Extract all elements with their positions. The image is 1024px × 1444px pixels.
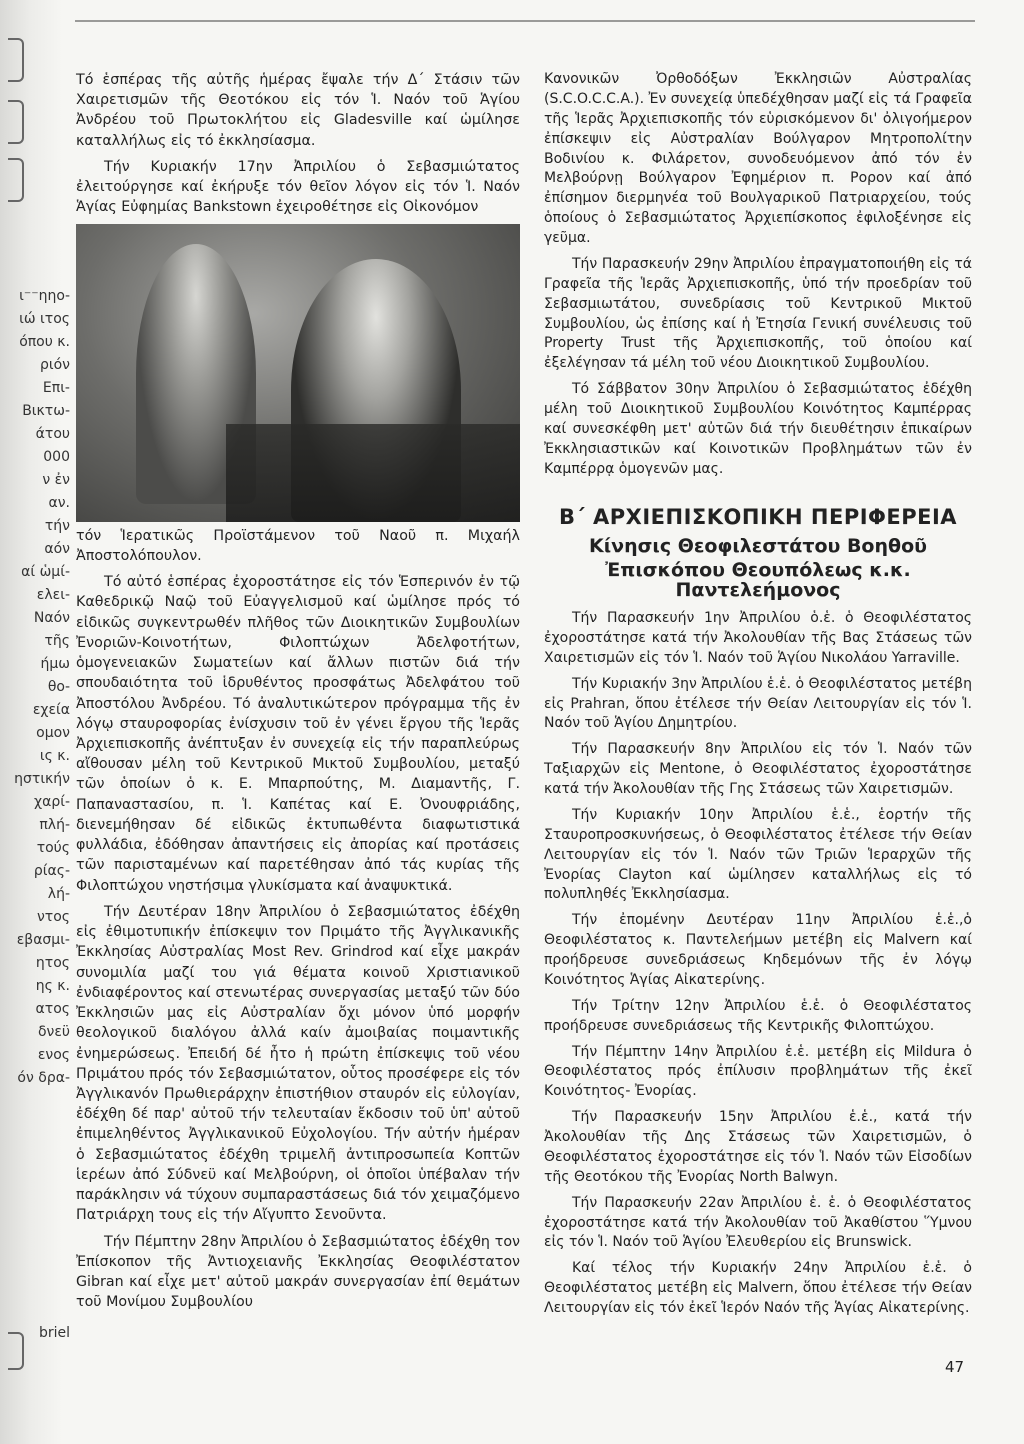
section-subtitle: Ἐπισκόπου Θεουπόλεως κ.κ. Παντελεήμονος bbox=[605, 559, 911, 602]
scan-edge-line bbox=[75, 20, 975, 22]
margin-bleed-line: ήμω bbox=[40, 656, 70, 672]
binder-ring bbox=[8, 158, 24, 202]
photo-clergy bbox=[76, 224, 520, 522]
margin-bleed-line: Επι- bbox=[42, 380, 70, 396]
section-title: Β΄ ΑΡΧΙΕΠΙΣΚΟΠΙΚΗ ΠΕΡΙΦΕΡΕΙΑ bbox=[558, 504, 958, 529]
paragraph: Τήν Δευτέραν 18ην Ἀπριλίου ὁ Σεβασμιώτατος ἐδέχθη εἰς ἐθιμοτυπικήν ἐπίσκεψιν τον Πριμάτο τῆς Ἀγγλικανικῆς Ἐκκλησίας Αὐστραλίας Most Rev. Grindrod καί εἶχε μακράν συνομιλία μαζί του γιά θέματα κοινοῦ Χριστιανικοῦ ἐνδιαφέροντος καί στενωτέρας συνεργασίας μεταξύ τῶν δύο Ἐκκλησιῶν μας εἰς Αὐστραλίαν ὄχι μόνον ὑπό μορφήν θεολογικοῦ διαλόγου ἀλλά καίν ἀμοιβαίας ποιμαντικῆς ἐνημερώσεως. Ἐπειδή δέ ἦτο ἡ πρώτη ἐπίσκεψις τοῦ νέου Πριμάτου πρός τόν Σεβασμιώτατον, οὗτος προσέφερε εἰς τόν Ἀγγλικανόν Πρωθιεράρχην ἐπιστήθιον σταυρόν εἰς εὐλογίαν, ἐδέχθη δέ παρ' αὐτοῦ τήν τελευταίαν ἔκδοσιν τοῦ ὑπ' αὐτοῦ ἐπιμεληθέντος Ἀγγλικανικοῦ Εὐχολογίου. Τήν αὐτήν ἡμέραν ὁ Σεβασμιώτατος ἐδέχθη τριμελῆ ἀντιπροσωπεία Κοπτῶν ἱερέων ἀπό Σύδνεϋ καί Μελβούρνη, οἱ ὁποῖοι ὑπέβαλαν τήν παράκλησιν νά τύχουν συμπαραστάσεως διά τόν χειμαζόμενο Πατριάρχη τους εἰς τήν Αἴγυπτο Σενοῦντα. bbox=[76, 903, 520, 1224]
margin-bleed-line: Ναόν bbox=[33, 610, 70, 626]
paragraph: Τήν Κυριακήν 17ην Ἀπριλίου ὁ Σεβασμιώτατος ἐλειτούργησε καί ἐκήρυξε τόν θεῖον λόγον εἰς τόν Ἱ. Ναόν Ἁγίας Εὐφημίας Bankstown ἐχειροθέτησε εἰς Οἰκονόμον bbox=[76, 158, 520, 216]
paragraph: Τό Σάββατον 30ην Ἀπριλίου ὁ Σεβασμιώτατος ἐδέχθη μέλη τοῦ Διοικητικοῦ Συμβουλίου Κοινότητος Καμπέρρας καί συνεσκέφθη μετ' αὐτῶν διά τήν διευθέτησιν ἐπικαίρων Ἐκκλησιαστικῶν καί Κοινοτικῶν Προβλημάτων τῶν ἐν Καμπέρρᾳ ὁμογενῶν μας. bbox=[544, 381, 972, 477]
margin-bleed-line: λή- bbox=[47, 886, 70, 902]
margin-bleed-line: ις κ. bbox=[39, 748, 70, 764]
paragraph: Τήν Κυριακήν 3ην Ἀπριλίου ἑ.ἑ. ὁ Θεοφιλέστατος μετέβη εἰς Prahran, ὅπου ἐτέλεσε τήν Θείαν Λειτουργίαν εἰς τόν Ἱ. Ναόν τοῦ Ἁγίου Δημητρίου. bbox=[544, 675, 972, 732]
margin-bleed-line: πλή- bbox=[39, 817, 70, 833]
margin-bleed-line: τήν bbox=[44, 518, 70, 534]
margin-bleed-line: ντος bbox=[36, 909, 70, 925]
margin-bleed-line: όν δρα- bbox=[17, 1070, 70, 1086]
photo-robe bbox=[226, 424, 520, 522]
paragraph: Τήν Παρασκευήν 1ην Ἀπριλίου ὁ.ἑ. ὁ Θεοφιλέστατος ἐχοροστάτησε κατά τήν Ἀκολουθίαν τῆς Βας Στάσεως τῶν Χαιρετισμῶν εἰς τόν Ἱ. Ναόν τοῦ Ἁγίου Νικολάου Yarraville. bbox=[544, 610, 972, 666]
margin-bleed-line: ατος bbox=[35, 1001, 70, 1017]
margin-bleed-line: χαρί- bbox=[34, 794, 70, 810]
margin-bleed-line: ελει- bbox=[36, 587, 70, 603]
margin-bleed-line: ι⁻⁻ηηο- bbox=[19, 288, 70, 304]
paragraph: Τήν Κυριακήν 10ην Ἀπριλίου ἑ.ἑ., ἑορτήν τῆς Σταυροπροσκυνήσεως, ὁ Θεοφιλέστατος ἐτέλεσε τήν Θείαν Λειτουργίαν εἰς τόν Ἱ. Ναόν τῶν Τριῶν Ἱεραρχῶν τῆς Ἐνορίας Clayton καί ὡμίλησεν καταλλήλως εἰς τό πολυπληθές Ἐκκλησίασμα. bbox=[544, 806, 972, 903]
margin-bleed-line: εχεία bbox=[32, 702, 70, 718]
margin-bleed-line: ριόν bbox=[39, 357, 70, 373]
margin-bleed-line: ηστικήν bbox=[14, 771, 70, 787]
margin-bleed-line: αόν bbox=[44, 541, 70, 557]
left-column bbox=[76, 70, 520, 1319]
paragraph: Τήν Πέμπτην 14ην Ἀπριλίου ἑ.ἑ. μετέβη εἰς Mildura ὁ Θεοφιλέστατος πρός ἐπίλυσιν προβλημάτων τῆς ἐκεῖ Κοινότητος- Ἐνορίας. bbox=[544, 1043, 972, 1100]
paragraph: Τήν Παρασκευήν 8ην Ἀπριλίου εἰς τόν Ἱ. Ναόν τῶν Ταξιαρχῶν εἰς Mentone, ὁ Θεοφιλέστατος ἐχοροστάτησε κατά τήν Ἀκολουθίαν τῆς Γης Στάσεως τῶν Χαιρετισμῶν. bbox=[544, 741, 972, 797]
margin-bleed-line: άτου bbox=[35, 426, 70, 442]
paragraph: Καί τέλος τήν Κυριακήν 24ην Ἀπριλίου ἑ.ἑ. ὁ Θεοφιλέστατος μετέβη εἰς Malvern, ὅπου ἐτέλεσε τήν Θείαν Λειτουργίαν εἰς τόν ἐκεῖ Ἱερόν Ναόν τῆς Ἁγίας Αἰκατερίνης. bbox=[544, 1260, 972, 1316]
margin-bleed-line: ιώ ιτος bbox=[19, 311, 70, 327]
right-column bbox=[544, 70, 972, 1325]
margin-bleed-text bbox=[0, 285, 70, 1090]
margin-bleed-line: ομον bbox=[36, 725, 70, 741]
margin-bleed-line: 000 bbox=[43, 449, 70, 465]
margin-bleed-line: Βικτω- bbox=[22, 403, 70, 419]
margin-bleed-line: δνεϋ bbox=[37, 1024, 70, 1040]
paragraph: Τήν Πέμπτην 28ην Ἀπριλίου ὁ Σεβασμιώτατος ἐδέχθη τον Ἐπίσκοπον τῆς Ἀντιοχειανῆς Ἐκκλησίας Θεοφιλέστατον Gibran καί εἶχε μετ' αὐτοῦ μακράν συνεργασίαν ἐπί θεμάτων τοῦ Μονίμου Συμβουλίου bbox=[76, 1233, 520, 1311]
margin-bleed-line: ης κ. bbox=[35, 978, 70, 994]
paragraph: Τήν ἐπομένην Δευτέραν 11ην Ἀπριλίου ἑ.ἑ.,ὁ Θεοφιλέστατος κ. Παντελεήμων μετέβη εἰς Malvern καί προήδρευσε συνεδριάσεως Κηδεμόνων τῆς ἐν λόγῳ Κοινότητος Ἁγίας Αἰκατερίνης. bbox=[544, 912, 972, 988]
paragraph: Τήν Τρίτην 12ην Ἀπριλίου ἑ.ἑ. ὁ Θεοφιλέστατος προήδρευσε συνεδριάσεως τῆς Κεντρικῆς Φιλοπτώχου. bbox=[544, 997, 972, 1034]
margin-bleed-line: ητος bbox=[35, 955, 70, 971]
paragraph: Κανονικῶν Ὀρθοδόξων Ἐκκλησιῶν Αὐστραλίας (S.C.O.C.C.A.). Ἐν συνεχείᾳ ὑπεδέχθησαν μαζί εἰς τά Γραφεῖα τῆς Ἱερᾶς Ἀρχιεπισκοπῆς τόν εὑρισκόμενον δι' ὀλιγοήμερον ἐπίσκεψιν εἰς Αὐστραλίαν Βούλγαρον Μητροπολίτην Βοδινίου κ. Φιλάρετον, συνοδευόμενον ἀπό τόν ἐν Μελβούρνῃ Βούλγαρον Ἐφημέριον π. Ρορον καί ἀπό ἐπίσημον διερμηνέα τοῦ Βουλγαρικοῦ Πατριαρχείου, τούς ὁποίους ὁ Σεβασμιώτατος Ἀρχιεπίσκοπος ἐφιλοξένησε εἰς γεῦμα. bbox=[544, 71, 973, 246]
paragraph: Τήν Παρασκευήν 15ην Ἀπριλίου ἑ.ἑ., κατά τήν Ἀκολουθίαν τῆς Δης Στάσεως τῶν Χαιρετισμῶν, ὁ Θεοφιλέστατος ἐχοροστάτησε εἰς τόν Ἱ. Ναόν τῶν Εἰσοδίων τῆς Θεοτόκου τῆς Ἐνορίας North Balwyn. bbox=[544, 1109, 972, 1185]
margin-bleed-bottom: briel bbox=[38, 1325, 70, 1341]
paragraph: τόν Ἱερατικῶς Προϊστάμενον τοῦ Ναοῦ π. Μιχαήλ Ἀποστολόπουλον. bbox=[76, 527, 520, 564]
section-subtitle: Κίνησις Θεοφιλεστάτου Βοηθοῦ bbox=[589, 535, 927, 558]
margin-bleed-line: αν. bbox=[48, 495, 70, 511]
margin-bleed-line: αί ὡμί- bbox=[21, 564, 70, 580]
margin-bleed-line: ρίας- bbox=[33, 863, 70, 879]
margin-bleed-line: ν ἐν bbox=[42, 472, 70, 488]
margin-bleed-line: ενος bbox=[37, 1047, 70, 1063]
binder-ring bbox=[8, 100, 24, 144]
margin-bleed-line: θο- bbox=[47, 679, 70, 695]
binder-ring bbox=[8, 38, 24, 82]
paragraph: Τήν Παρασκευήν 22αν Ἀπριλίου ἑ. ἑ. ὁ Θεοφιλέστατος ἐχοροστάτησε κατά τήν Ἀκολουθίαν τοῦ Ἀκαθίστου Ὕμνου εἰς τόν Ἱ. Ναόν τοῦ Ἁγίου Ἐλευθερίου εἰς Brunswick. bbox=[544, 1194, 972, 1251]
paragraph: Τό ἑσπέρας τῆς αὐτῆς ἡμέρας ἔψαλε τήν Δ΄ Στάσιν τῶν Χαιρετισμῶν τῆς Θεοτόκου εἰς τόν Ἱ. Ναόν τοῦ Ἁγίου Ἀνδρέου τοῦ Πρωτοκλήτου εἰς Gladesville καί ὡμίλησε καταλλήλως εἰς τό ἐκκλησίασμα. bbox=[76, 72, 520, 149]
margin-bleed-line: τῆς bbox=[44, 633, 70, 649]
margin-bleed-line: όπου κ. bbox=[19, 334, 70, 350]
page-number: 47 bbox=[945, 1358, 965, 1376]
paragraph: Τήν Παρασκευήν 29ην Ἀπριλίου ἐπραγματοποιήθη εἰς τά Γραφεῖα τῆς Ἱερᾶς Ἀρχιεπισκοπῆς, ὑπό τήν προεδρίαν τοῦ Σεβασμιωτάτου, συνεδρίασις τοῦ Κεντρικοῦ Μικτοῦ Συμβουλίου, ὡς ἐπίσης καί ἡ Ἐτησία Γενική συνέλευσις τοῦ Property Trust τῆς Ἀρχιεπισκοπῆς, τοῦ ὁποίου καί ἐξελέγησαν τά μέλη τοῦ νέου Διοικητικοῦ Συμβουλίου. bbox=[544, 255, 972, 372]
margin-bleed-line: τούς bbox=[36, 840, 70, 856]
margin-bleed-line: εβασμι- bbox=[16, 932, 70, 948]
paragraph: Τό αὐτό ἑσπέρας ἐχοροστάτησε εἰς τόν Ἑσπερινόν ἐν τῷ Καθεδρικῷ Ναῷ τοῦ Εὐαγγελισμοῦ καί ὡμίλησε πρός τό εἰδικῶς συγκεντρωθέν πλῆθος τῶν Διοικητικῶν Συμβουλίων Ἐνοριῶν-Κοινοτήτων, Φιλοπτώχων Ἀδελφοτήτων, ὁμογενειακῶν Σωματείων καί ἄλλων πιστῶν διά τήν σπουδαιότητα τοῦ ἱδρυθέντος προσφάτως Ἀδελφάτου τοῦ Ἀποστόλου Ἀνδρέου. Τό ἀναλυτικώτερον πρόγραμμα τῆς ἐν λόγῳ σταυροφορίας ἐνίσχυσιν τοῦ ἐν γένει ἔργου τῆς Ἱερᾶς Ἀρχιεπισκοπῆς ἀνέπτυξαν ἐν συνεχείᾳ εἰς τήν παραπλεύρως αἴθουσαν μέλη τοῦ Κεντρικοῦ Μικτοῦ Συμβουλίου, μεταξύ τῶν ὁποίων ὁ κ. Ε. Μπαρπούτης, Μ. Διαμαντῆς, Γ. Παπαναστασίου, π. Ἱ. Καπέτας καί Ε. Ὀνουφριάδης, διενεμήθησαν δέ εἰδικῶς ἐκτυπωθέντα διαφωτιστικά φυλλάδια, ἐδόθησαν ἀπαντήσεις εἰς ἀπορίας καί προτάσεις τῶν παρισταμένων καί παρετέθησαν ἀπό τάς κυρίας τῆς Φιλοπτώχου νηστήσιμα γλυκίσματα καί ἀναψυκτικά. bbox=[76, 574, 520, 894]
